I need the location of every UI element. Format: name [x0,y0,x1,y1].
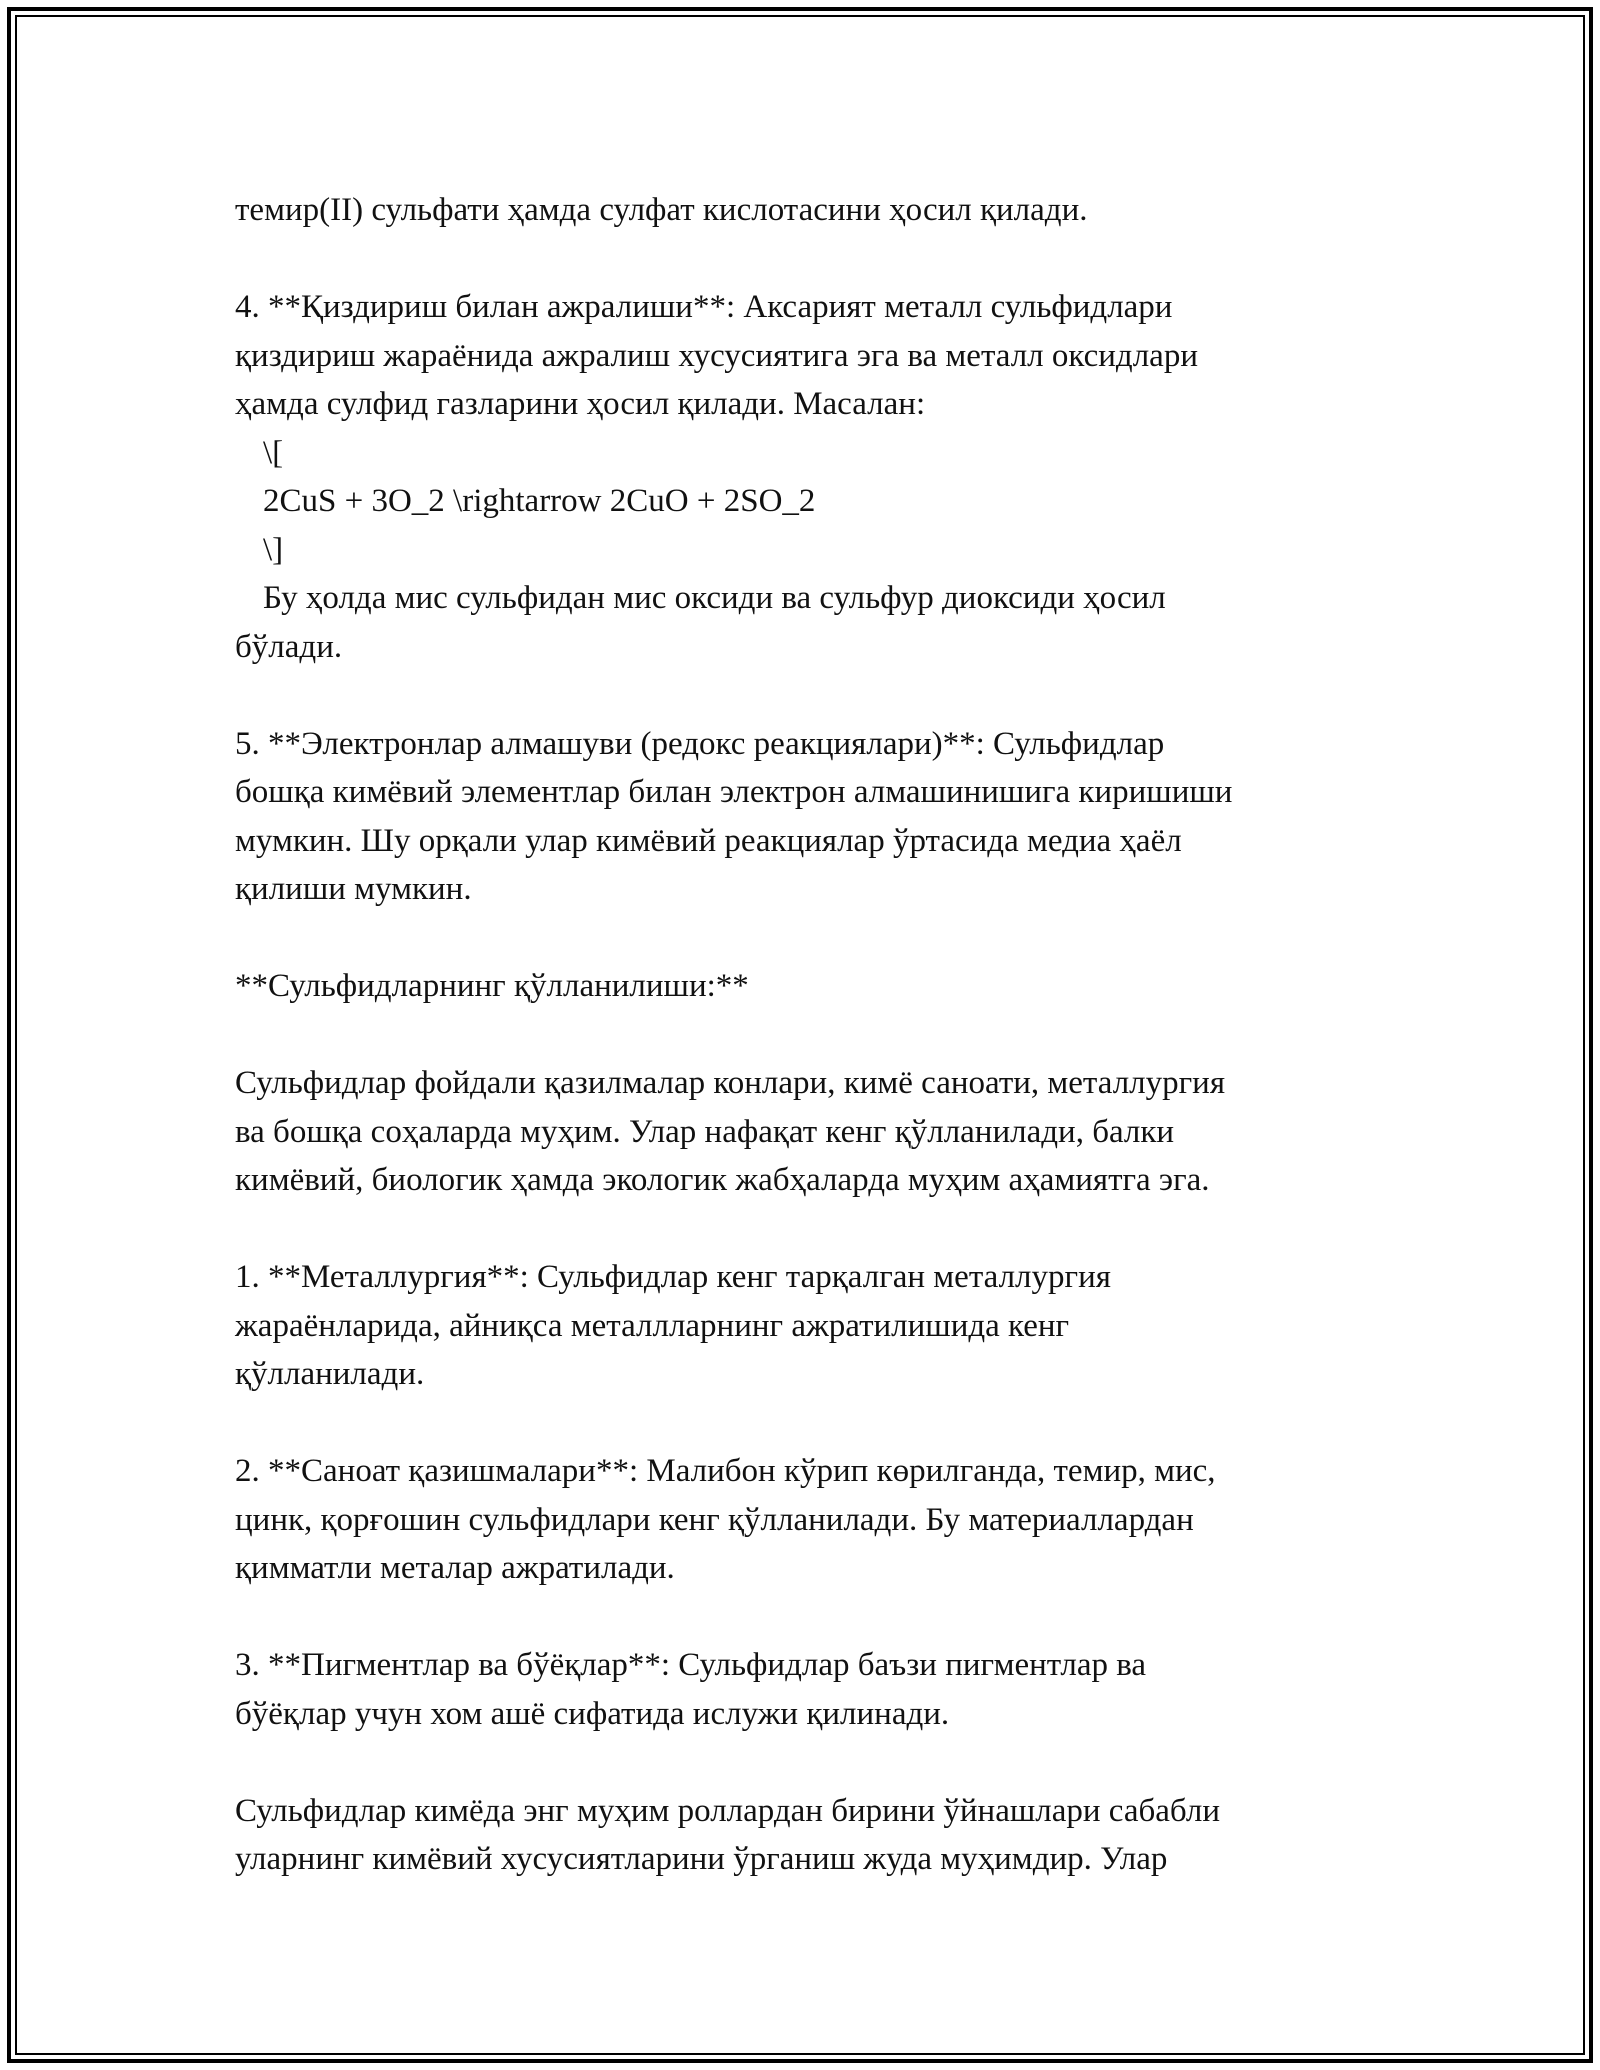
document-body [235,186,1435,1884]
text-line: Сульфидлар фойдали қазилмалар конлари, кимё саноати, металлургия [235,1065,1225,1101]
text-line: Бу ҳолда мис сульфидан мис оксиди ва сульфур диоксиди ҳосил [263,580,1166,616]
blank-line [235,1738,1435,1787]
list-item-heading: 4. **Қиздириш билан ажралиши**: Аксарият металл сульфидлари [235,289,1173,325]
text-line: мумкин. Шу орқали улар кимёвий реакциялар ўртасида медиа ҳаёл [235,822,1182,859]
section-heading: **Сульфидларнинг қўлланилиши:** [235,968,749,1004]
blank-line [235,1399,1435,1448]
blank-line [235,1011,1435,1060]
text-line: қилиши мумкин. [235,871,472,907]
text-line: бўлади. [235,628,343,665]
text-line: жараёнларида, айниқса металлларнинг ажратилишида кенг [235,1307,1070,1344]
formula-open: \[ [263,434,284,471]
text-line: қимматли металар ажратилади. [235,1550,675,1586]
blank-line [235,1205,1435,1254]
blank-line [235,1593,1435,1642]
text-line: қиздириш жараёнида ажралиш хусусиятига эга ва металл оксидлари [235,337,1198,374]
text-line: ва бошқа соҳаларда муҳим. Улар нафақат кенг қўлланилади, балки [235,1113,1175,1150]
text-line: қўлланилади. [235,1356,425,1392]
blank-line [235,671,1435,720]
formula-equation: 2CuS + 3O_2 \rightarrow 2CuO + 2SO_2 [263,483,816,519]
text-line: бўёқлар учун хом ашё сифатида ислужи қилинади. [235,1695,950,1732]
text-line: ҳамда сулфид газларини ҳосил қилади. Масалан: [235,386,926,422]
text-line: кимёвий, биологик ҳамда экологик жабҳаларда муҳим аҳамиятга эга. [235,1162,1210,1198]
text-line: темир(II) сульфати ҳамда сулфат кислотасини ҳосил қилади. [235,192,1088,228]
text-line: цинк, қорғошин сульфидлари кенг қўлланилади. Бу материаллардан [235,1501,1194,1538]
list-item-heading: 3. **Пигментлар ва бўёқлар**: Сульфидлар баъзи пигментлар ва [235,1647,1147,1683]
blank-line [235,235,1435,284]
blank-line [235,914,1435,963]
text-line: бошқа кимёвий элементлар билан электрон алмашинишига киришиши [235,774,1233,810]
list-item-heading: 2. **Саноат қазишмалари**: Малибон кўрип көрилганда, темир, мис, [235,1453,1216,1489]
formula-close: \] [263,531,284,568]
list-item-heading: 5. **Электронлар алмашуви (редокс реакциялари)**: Сульфидлар [235,725,1165,762]
text-line: уларнинг кимёвий хусусиятларини ўрганиш жуда муҳимдир. Улар [235,1841,1168,1877]
list-item-heading: 1. **Металлургия**: Сульфидлар кенг тарқалган металлургия [235,1259,1111,1295]
text-line: Сульфидлар кимёда энг муҳим роллардан бирини ўйнашлари сабабли [235,1792,1221,1829]
